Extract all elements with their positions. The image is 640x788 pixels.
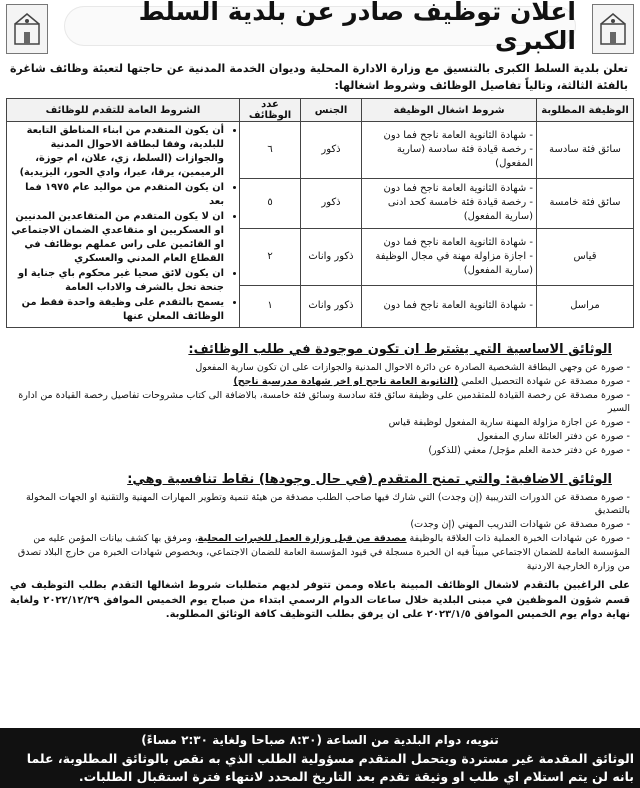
jobs-table bbox=[6, 98, 634, 328]
general-condition: • يسمح بالتقدم على وظيفة واحدة فقط من الوظائف المعلن عنها bbox=[10, 296, 224, 324]
documents-note: الوثائق المقدمة غير مستردة ويتحمل المتقدم مسؤولية الطلب الذي به نقص بالوثائق المطلوبة، علما بانه لن يتم استلام اي طلب او وثيقة تقدم بعد التاريخ المحدد لانتهاء فترة استقبال الطلبات. bbox=[26, 751, 634, 784]
job-title: سائق فئة سادسة bbox=[537, 122, 634, 179]
col-header-conditions: شروط اشغال الوظيفة bbox=[362, 99, 537, 122]
job-count: ٥ bbox=[240, 178, 301, 228]
announcement-intro: تعلن بلدية السلط الكبرى بالتنسيق مع وزارة الادارة المحلية وديوان الخدمة المدنية عن حاجتها لتعبئة وظائف شاغرة بالفئة الثالثة، وتالياً تفاصيل الوظائف وشروط اشغالها: bbox=[10, 62, 628, 92]
general-condition: • ان يكون المتقدم من مواليد عام ١٩٧٥ فما بعد bbox=[10, 181, 224, 209]
table-row bbox=[7, 122, 634, 179]
list-item: - صورة مصدقة عن شهادة التحصيل العلمي (الثانوية العامة ناجح او اخر شهادة مدرسية ناجح) bbox=[233, 375, 630, 387]
list-item: - صورة عن دفتر خدمة العلم مؤجل/ معفي (للذكور) bbox=[428, 444, 630, 456]
job-condition: - شهادة الثانوية العامة ناجح فما دون bbox=[383, 129, 533, 141]
job-count: ١ bbox=[240, 285, 301, 327]
footer-notice bbox=[0, 728, 640, 788]
col-header-job: الوظيفة المطلوبة bbox=[537, 99, 634, 122]
list-item: - صورة مصدقة عن رخصة القيادة للمتقدمين على وظيفة سائق فئة سادسة وسائق فئة خامسة، بالاضافة الى كتاب مشروحات تفاصيل رخصة القيادة من ادارة السير bbox=[18, 389, 630, 415]
extra-docs-list bbox=[4, 491, 636, 574]
extra-docs-title: الوثائق الاضافية: والتي تمنح المتقدم (في حال وجودها) نقاط تنافسية وهي: bbox=[127, 471, 612, 487]
general-condition: • ان لا يكون المتقدم من المتقاعدين المدنيين او العسكريين او متقاعدي الضمان الاجتماعي او القائمين على راس عملهم بوظائف في القطاع العام المدني والعسكري bbox=[10, 210, 224, 266]
job-conditions bbox=[362, 122, 537, 179]
job-condition: - شهادة الثانوية العامة ناجح فما دون bbox=[383, 236, 533, 248]
col-header-gender: الجنس bbox=[301, 99, 362, 122]
job-conditions bbox=[362, 178, 537, 228]
job-title: مراسل bbox=[537, 285, 634, 327]
general-conditions bbox=[7, 122, 240, 328]
job-gender: ذكور واناث bbox=[301, 285, 362, 327]
general-condition: • ان يكون لائق صحيا غير محكوم باي جناية او جنحة تخل بالشرف والاداب العامة bbox=[10, 267, 224, 295]
job-conditions bbox=[362, 229, 537, 286]
job-count: ٦ bbox=[240, 122, 301, 179]
job-conditions bbox=[362, 285, 537, 327]
job-condition: - شهادة الثانوية العامة ناجح فما دون bbox=[383, 183, 533, 195]
job-condition: - شهادة الثانوية العامة ناجح فما دون bbox=[383, 300, 533, 312]
announcement-title: اعلان توظيف صادر عن بلدية السلط الكبرى bbox=[64, 6, 576, 46]
municipality-emblem-icon-right bbox=[592, 4, 634, 54]
job-gender: ذكور bbox=[301, 122, 362, 179]
general-condition: • أن يكون المتقدم من ابناء المناطق التابعة للبلدية، وفقا لبطاقة الاحوال المدنية والجوازات (السلط، زي، علان، ام جوزة، الرميمين، يرقا، عيرا، وادي الحور، اليزيدية) bbox=[10, 124, 224, 180]
announcement-header bbox=[4, 0, 636, 58]
job-count: ٢ bbox=[240, 229, 301, 286]
job-condition: - رخصة قيادة فئة خامسة كحد ادنى (سارية المفعول) bbox=[387, 197, 533, 223]
office-hours-note: تنويه، دوام البلدية من الساعة (٨:٣٠ صباحا ولغاية ٢:٣٠ مساءً) bbox=[141, 733, 499, 747]
basic-docs-list bbox=[4, 361, 636, 458]
jobs-table-header-row bbox=[7, 99, 634, 122]
list-item: - صورة مصدقة عن الدورات التدريبية (إن وجدت) التي شارك فيها صاحب الطلب مصدقة من هيئة تنمية وتطوير المهارات المهنية والتقنية او الجهات المخولة بالتصديق bbox=[25, 491, 630, 517]
col-header-general-conditions: الشروط العامة للتقدم للوظائف bbox=[7, 99, 240, 122]
list-item: - صورة عن وجهي البطاقة الشخصية الصادرة عن دائرة الاحوال المدنية والجوازات على ان تكون سارية المفعول bbox=[195, 362, 630, 373]
job-gender: ذكور bbox=[301, 178, 362, 228]
list-item: - صورة عن شهادات الخبرة العملية ذات العلاقة بالوظيفة مصدقة من قبل وزارة العمل للخبرات المحلية، ومرفق بها كشف بيانات المؤمن عليه من المؤسسة العامة للضمان الاجتماعي مبيناً فيه ان الخبرة مسجلة في قيود المؤسسة العامة للضمان الاجتماعي، وبخصوص شهادات الخبرة من خارج البلاد تصدق من وزارة الخارجية الاردنية bbox=[17, 532, 630, 572]
job-gender: ذكور واناث bbox=[301, 229, 362, 286]
job-condition: - اجازة مزاولة مهنة في مجال الوظيفة (سارية المفعول) bbox=[375, 250, 533, 276]
list-item: - صورة مصدقة عن شهادات التدريب المهني (إن وجدت) bbox=[410, 519, 630, 531]
basic-docs-title: الوثائق الاساسية التي يشترط ان تكون موجودة في طلب الوظائف: bbox=[188, 342, 612, 357]
job-title: قياس bbox=[537, 229, 634, 286]
job-title: سائق فئة خامسة bbox=[537, 178, 634, 228]
job-condition: - رخصة قيادة فئة سادسة (سارية المفعول) bbox=[396, 143, 533, 169]
municipality-emblem-icon-left bbox=[6, 4, 48, 54]
list-item: - صورة عن اجازة مزاولة المهنة سارية المفعول لوظيفة قياس bbox=[388, 417, 630, 429]
closing-paragraph: على الراغبين بالتقدم لاشغال الوظائف المبينة باعلاه وممن تتوفر لديهم متطلبات شروط اشغالها التقدم بطلب التوظيف في قسم شؤون الموظفين في مبنى البلدية خلال ساعات الدوام الرسمي ابتداء من صباح يوم الخميس الموافق ٢٠٢٢/١٢/٢٩ ولغاية نهاية دوام يوم الخميس الموافق ٢٠٢٣/١/٥ على ان يرفق بطلب التوظيف كافة الوثائق المطلوبة. bbox=[10, 580, 630, 621]
list-item: - صورة عن دفتر العائلة ساري المفعول bbox=[477, 430, 630, 442]
col-header-count: عدد الوظائف bbox=[240, 99, 301, 122]
